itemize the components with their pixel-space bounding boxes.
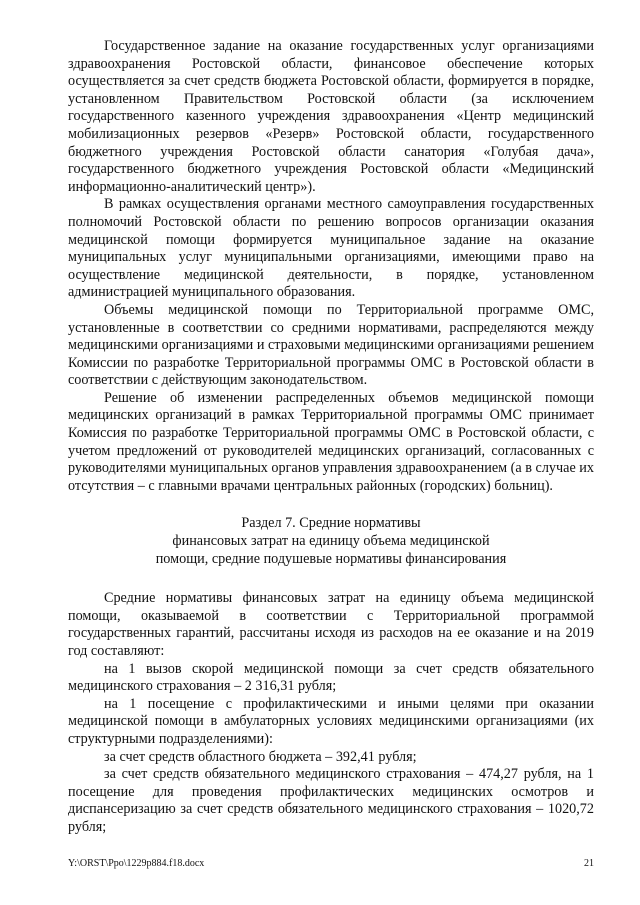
- page-number: 21: [584, 858, 594, 869]
- section-heading: [68, 515, 594, 568]
- paragraph-standards-intro: Средние нормативы финансовых затрат на единицу объема медицинской помощи, оказываемой в соответствии с Территориальной программой государственных гарантий, рассчитаны исходя из расходов на ее оказание и на 2019 год составляют:: [68, 590, 594, 659]
- paragraph-volume-changes: Решение об изменении распределенных объемов медицинской помощи медицинских организаций в рамках Территориальной программы ОМС принимает Комиссия по разработке Территориальной программы ОМС в Ростовской области, с учетом предложений от руководителей медицинских организаций, согласованных с руководителями муниципальных органов управления здравоохранением (а в случае их отсутствия – с главными врачами центральных районных (городских) больниц).: [68, 389, 594, 494]
- section-heading-line-2: финансовых затрат на единицу объема медицинской: [172, 533, 490, 550]
- section-heading-line-3: помощи, средние подушевые нормативы финансирования: [155, 550, 507, 567]
- file-path: Y:\ORST\Ppo\1229p884.f18.docx: [68, 858, 205, 869]
- paragraph-oms-visit: за счет средств обязательного медицинского страхования – 474,27 рубля, на 1 посещение для проведения профилактических медицинских осмотров и диспансеризацию за счет средств обязательного медицинского страхования – 1020,72 рубля;: [68, 766, 594, 835]
- paragraph-state-assignment: Государственное задание на оказание государственных услуг организациями здравоохранения Ростовской области, финансовое обеспечение которых осуществляется за счет средств бюджета Ростовской области, формируется в порядке, установленном Правительством Ростовской области (за исключением государственного казенного учреждения здравоохранения «Центр медицинский мобилизационных резервов «Резерв» Ростовской области, государственного бюджетного учреждения Ростовской области санатория «Голубая дача», государственного бюджетного учреждения Ростовской области «Медицинский информационно-аналитический центр»).: [68, 38, 594, 195]
- section-heading-line-1: Раздел 7. Средние нормативы: [241, 515, 421, 532]
- paragraph-preventive-visit: на 1 посещение с профилактическими и иными целями при оказании медицинской помощи в амбулаторных условиях медицинскими организациями (их структурными подразделениями):: [68, 695, 594, 747]
- paragraph-municipal-assignment: В рамках осуществления органами местного самоуправления государственных полномочий Ростовской области по решению вопросов организации оказания медицинской помощи формируется муниципальное задание на оказание муниципальных услуг муниципальными организациями, имеющими право на осуществление медицинской деятельности, в порядке, установленном администрацией муниципального образования.: [68, 196, 594, 301]
- paragraph-oms-volumes: Объемы медицинской помощи по Территориальной программе ОМС, установленные в соответствии со средними нормативами, распределяются между медицинскими организациями и страховыми медицинскими организациями решением Комиссии по разработке Территориальной программы ОМС в Ростовской области в соответствии с действующим законодательством.: [68, 301, 594, 389]
- paragraph-ambulance-call: на 1 вызов скорой медицинской помощи за счет средств обязательного медицинского страхования – 2 316,31 рубля;: [68, 660, 594, 695]
- paragraph-regional-budget: за счет средств областного бюджета – 392,41 рубля;: [104, 748, 417, 765]
- document-body: [68, 38, 594, 837]
